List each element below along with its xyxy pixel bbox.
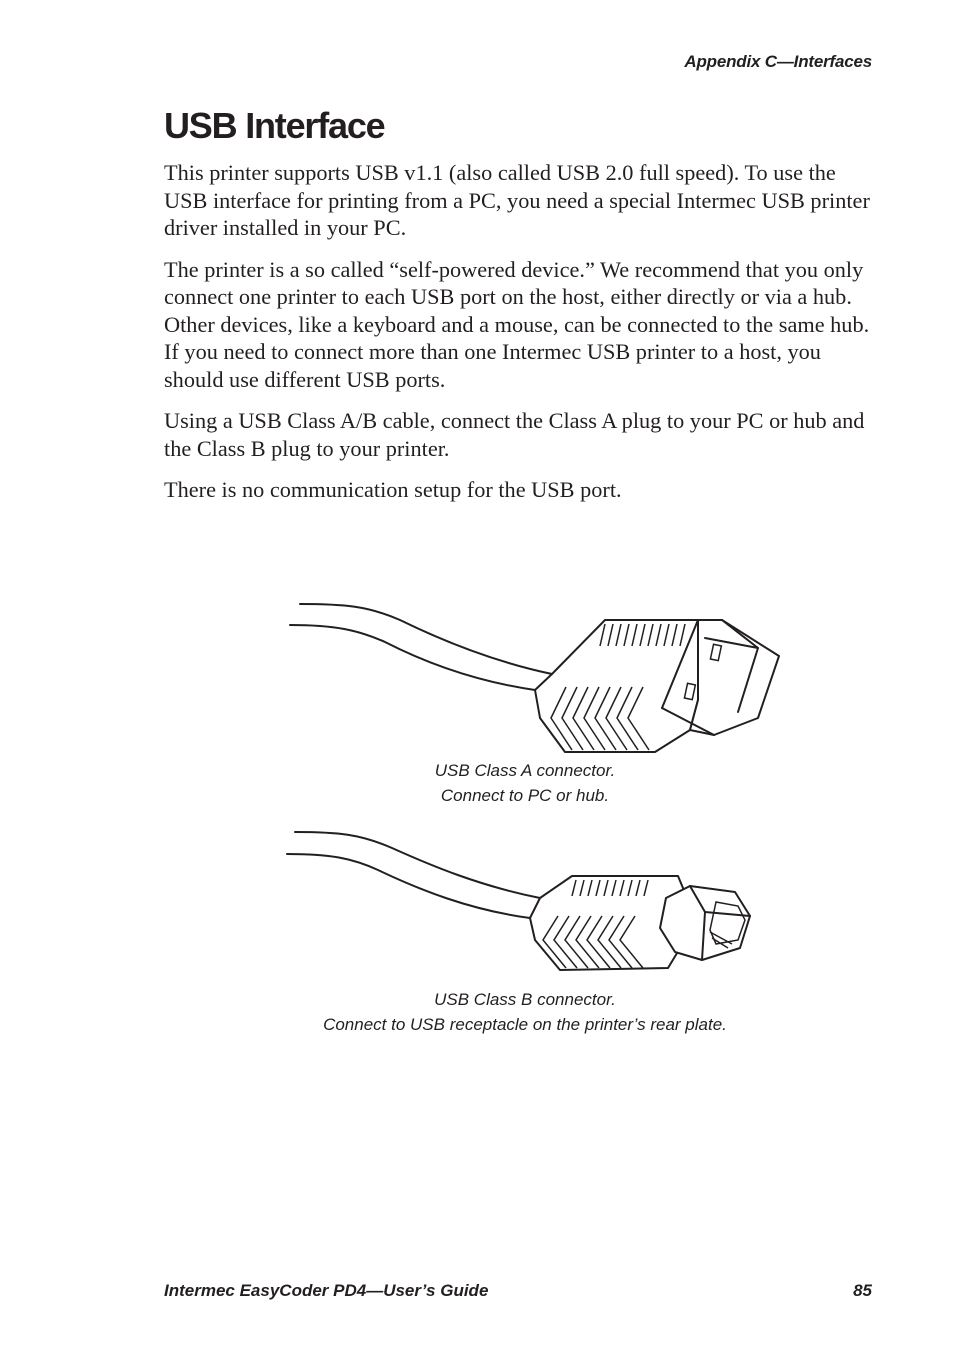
caption-line: Connect to USB receptacle on the printer’s rear plate. — [323, 1015, 727, 1034]
section-title: USB Interface — [164, 105, 385, 146]
caption-line: USB Class A connector. — [434, 761, 616, 780]
page-number: 85 — [853, 1281, 872, 1300]
caption-usb-class-a — [48, 758, 954, 808]
paragraph-no-setup: There is no communication setup for the USB port. — [164, 477, 622, 502]
body-text — [164, 159, 884, 518]
caption-line: USB Class B connector. — [434, 990, 616, 1009]
paragraph-cable: Using a USB Class A/B cable, connect the Class A plug to your PC or hub and the Class B plug to your printer. — [164, 408, 865, 461]
caption-line: Connect to PC or hub. — [440, 786, 610, 805]
footer-book-title: Intermec EasyCoder PD4—User’s Guide — [164, 1281, 489, 1300]
running-head: Appendix C—Interfaces — [684, 52, 872, 71]
paragraph-self-powered: The printer is a so called “self-powered device.” We recommend that you only connect one printer to each USB port on the host, either directly or via a hub. Other devices, like a keyboard and a mouse, can be connected to the same hub. If you need to connect more than one Intermec USB printer to a host, you should use different USB ports. — [164, 256, 870, 392]
caption-usb-class-b — [48, 987, 954, 1037]
paragraph-usb-support: This printer supports USB v1.1 (also called USB 2.0 full speed). To use the USB interface for printing from a PC, you need a special Intermec USB printer driver installed in your PC. — [164, 160, 870, 240]
